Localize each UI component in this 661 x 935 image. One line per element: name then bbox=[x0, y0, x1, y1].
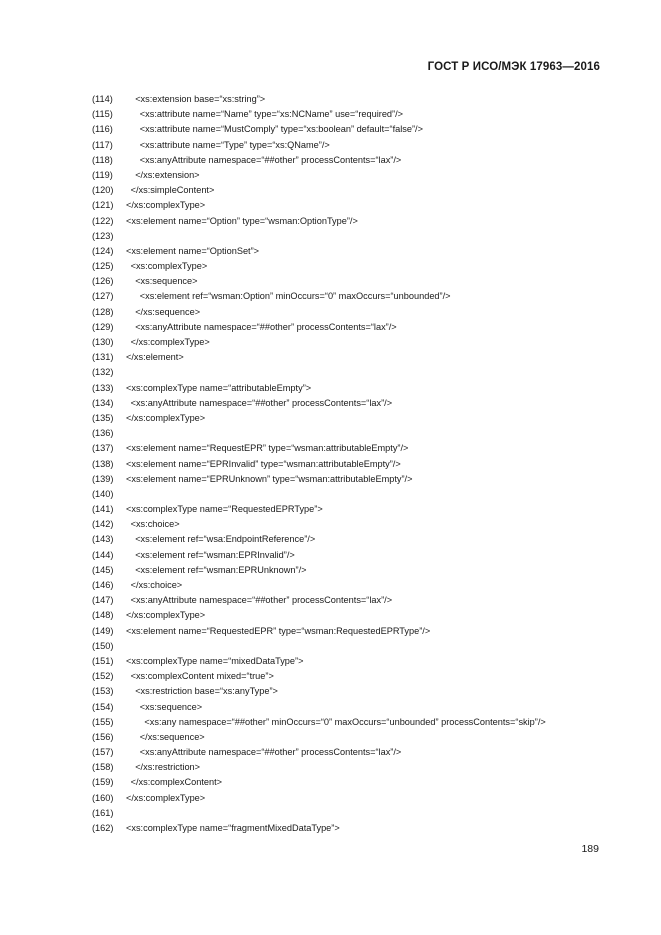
code-text: </xs:sequence> bbox=[139, 731, 205, 742]
code-text: <xs:element name=“RequestedEPR” type=“wsman:RequestedEPRType”/> bbox=[126, 625, 431, 636]
line-number: (149) bbox=[92, 625, 114, 636]
code-text: <xs:element name=“Option” type=“wsman:OptionType”/> bbox=[126, 215, 358, 226]
code-line bbox=[0, 396, 661, 411]
line-number: (161) bbox=[92, 807, 114, 818]
line-number: (122) bbox=[92, 215, 114, 226]
line-number: (141) bbox=[92, 504, 114, 515]
code-line bbox=[0, 730, 661, 745]
code-text: </xs:complexType> bbox=[126, 200, 206, 211]
line-number: (152) bbox=[92, 671, 114, 682]
code-text: <xs:complexContent mixed=“true”> bbox=[130, 671, 274, 682]
code-text: <xs:complexType name=“RequestedEPRType”> bbox=[126, 504, 323, 515]
line-number: (123) bbox=[92, 230, 114, 241]
code-line bbox=[0, 183, 661, 198]
line-number: (159) bbox=[92, 777, 114, 788]
line-number: (153) bbox=[92, 686, 114, 697]
line-number: (150) bbox=[92, 640, 114, 651]
code-text: </xs:sequence> bbox=[135, 306, 201, 317]
code-text: <xs:complexType name=“fragmentMixedDataType”> bbox=[126, 823, 340, 833]
line-number: (158) bbox=[92, 762, 114, 773]
code-line bbox=[0, 426, 661, 441]
code-line bbox=[0, 320, 661, 335]
line-number: (135) bbox=[92, 412, 114, 423]
line-number: (145) bbox=[92, 564, 114, 575]
code-line bbox=[0, 92, 661, 107]
code-text: </xs:complexType> bbox=[126, 792, 206, 803]
code-text: <xs:anyAttribute namespace=“##other” processContents=“lax”/> bbox=[139, 747, 402, 758]
code-line bbox=[0, 198, 661, 213]
code-line bbox=[0, 775, 661, 790]
line-number: (162) bbox=[92, 823, 114, 833]
line-number: (151) bbox=[92, 655, 114, 666]
code-line bbox=[0, 381, 661, 396]
code-text: <xs:sequence> bbox=[135, 276, 198, 287]
code-text: <xs:element ref=“wsman:Option” minOccurs=“0” maxOccurs=“unbounded”/> bbox=[139, 291, 451, 302]
code-text: <xs:attribute name=“Name” type=“xs:NCName” use=“required”/> bbox=[139, 109, 404, 120]
line-number: (114) bbox=[92, 94, 113, 104]
code-text: <xs:complexType> bbox=[130, 261, 208, 272]
line-number: (132) bbox=[92, 367, 114, 378]
line-number: (131) bbox=[92, 352, 114, 363]
line-number: (155) bbox=[92, 716, 114, 727]
line-number: (146) bbox=[92, 580, 114, 590]
code-text: <xs:complexType name=“attributableEmpty”> bbox=[126, 382, 312, 393]
line-number: (119) bbox=[92, 169, 113, 180]
line-number: (117) bbox=[92, 139, 113, 150]
code-line bbox=[0, 821, 661, 836]
code-line bbox=[0, 532, 661, 547]
code-line bbox=[0, 639, 661, 654]
line-number: (118) bbox=[92, 154, 113, 165]
code-line bbox=[0, 563, 661, 578]
code-text: </xs:simpleContent> bbox=[130, 185, 215, 196]
code-text: <xs:element name=“RequestEPR” type=“wsman:attributableEmpty”/> bbox=[126, 443, 409, 454]
code-line bbox=[0, 365, 661, 380]
line-number: (125) bbox=[92, 261, 114, 272]
line-number: (127) bbox=[92, 291, 114, 302]
code-text: <xs:anyAttribute namespace=“##other” processContents=“lax”/> bbox=[130, 595, 393, 606]
code-text: <xs:choice> bbox=[130, 519, 180, 530]
code-line bbox=[0, 168, 661, 183]
code-line bbox=[0, 760, 661, 775]
line-number: (147) bbox=[92, 595, 114, 606]
code-line bbox=[0, 715, 661, 730]
line-number: (115) bbox=[92, 109, 113, 120]
code-text: </xs:complexContent> bbox=[130, 777, 223, 788]
code-text: <xs:element ref=“wsman:EPRInvalid”/> bbox=[135, 549, 295, 560]
code-line bbox=[0, 335, 661, 350]
line-number: (134) bbox=[92, 397, 114, 408]
code-line bbox=[0, 487, 661, 502]
code-line bbox=[0, 153, 661, 168]
code-line bbox=[0, 608, 661, 623]
code-text: <xs:complexType name=“mixedDataType”> bbox=[126, 655, 304, 666]
code-listing bbox=[0, 92, 661, 836]
code-line bbox=[0, 259, 661, 274]
code-text: </xs:extension> bbox=[135, 169, 200, 180]
code-text: </xs:complexType> bbox=[126, 610, 206, 621]
line-number: (140) bbox=[92, 488, 114, 499]
line-number: (139) bbox=[92, 473, 114, 484]
line-number: (126) bbox=[92, 276, 114, 287]
code-text: <xs:element name=“EPRUnknown” type=“wsman:attributableEmpty”/> bbox=[126, 473, 413, 484]
code-text: </xs:complexType> bbox=[130, 337, 210, 347]
code-line bbox=[0, 502, 661, 517]
code-line bbox=[0, 457, 661, 472]
line-number: (120) bbox=[92, 185, 114, 196]
code-text: <xs:attribute name=“MustComply” type=“xs:boolean” default=“false”/> bbox=[139, 124, 423, 135]
code-line bbox=[0, 684, 661, 699]
line-number: (124) bbox=[92, 245, 114, 256]
code-text: <xs:anyAttribute namespace=“##other” processContents=“lax”/> bbox=[135, 321, 397, 332]
line-number: (129) bbox=[92, 321, 114, 332]
page-number: 189 bbox=[581, 843, 599, 855]
code-text: <xs:anyAttribute namespace=“##other” processContents=“lax”/> bbox=[139, 154, 402, 165]
code-text: <xs:element name=“EPRInvalid” type=“wsman:attributableEmpty”/> bbox=[126, 458, 401, 469]
line-number: (137) bbox=[92, 443, 114, 454]
code-line bbox=[0, 472, 661, 487]
code-text: <xs:element name=“OptionSet”> bbox=[126, 245, 260, 256]
line-number: (138) bbox=[92, 458, 114, 469]
code-text: <xs:sequence> bbox=[139, 701, 203, 712]
code-line bbox=[0, 350, 661, 365]
code-text: <xs:any namespace=“##other” minOccurs=“0” maxOccurs=“unbounded” processContents=“skip”/> bbox=[144, 716, 546, 727]
code-line bbox=[0, 624, 661, 639]
line-number: (148) bbox=[92, 610, 114, 621]
code-line bbox=[0, 548, 661, 563]
code-line bbox=[0, 517, 661, 532]
code-line bbox=[0, 745, 661, 760]
code-line bbox=[0, 289, 661, 304]
code-line bbox=[0, 806, 661, 821]
code-text: </xs:element> bbox=[126, 352, 184, 363]
document-header-title: ГОСТ Р ИСО/МЭК 17963—2016 bbox=[427, 61, 600, 73]
code-text: <xs:restriction base=“xs:anyType”> bbox=[135, 686, 278, 697]
code-line bbox=[0, 138, 661, 153]
line-number: (128) bbox=[92, 306, 114, 317]
line-number: (116) bbox=[92, 124, 113, 135]
code-line bbox=[0, 305, 661, 320]
line-number: (144) bbox=[92, 549, 114, 560]
code-text: </xs:choice> bbox=[130, 580, 183, 590]
line-number: (160) bbox=[92, 792, 114, 803]
code-line bbox=[0, 244, 661, 259]
line-number: (130) bbox=[92, 337, 114, 347]
line-number: (121) bbox=[92, 200, 114, 211]
code-text: </xs:restriction> bbox=[135, 762, 201, 773]
code-line bbox=[0, 441, 661, 456]
code-text: <xs:attribute name=“Type” type=“xs:QName”/> bbox=[139, 139, 330, 150]
code-line bbox=[0, 411, 661, 426]
line-number: (157) bbox=[92, 747, 114, 758]
code-text: <xs:extension base=“xs:string”> bbox=[135, 94, 266, 104]
code-line bbox=[0, 669, 661, 684]
line-number: (133) bbox=[92, 382, 114, 393]
code-line bbox=[0, 274, 661, 289]
code-text: </xs:complexType> bbox=[126, 412, 206, 423]
code-line bbox=[0, 214, 661, 229]
code-text: <xs:element ref=“wsman:EPRUnknown”/> bbox=[135, 564, 307, 575]
code-line bbox=[0, 791, 661, 806]
code-line bbox=[0, 122, 661, 137]
code-line bbox=[0, 700, 661, 715]
code-line bbox=[0, 578, 661, 593]
line-number: (136) bbox=[92, 428, 114, 439]
code-line bbox=[0, 229, 661, 244]
line-number: (154) bbox=[92, 701, 114, 712]
line-number: (143) bbox=[92, 534, 114, 545]
code-line bbox=[0, 654, 661, 669]
code-line bbox=[0, 107, 661, 122]
line-number: (142) bbox=[92, 519, 114, 530]
code-text: <xs:anyAttribute namespace=“##other” processContents=“lax”/> bbox=[130, 397, 393, 408]
line-number: (156) bbox=[92, 731, 114, 742]
code-line bbox=[0, 593, 661, 608]
code-text: <xs:element ref=“wsa:EndpointReference”/> bbox=[135, 534, 316, 545]
